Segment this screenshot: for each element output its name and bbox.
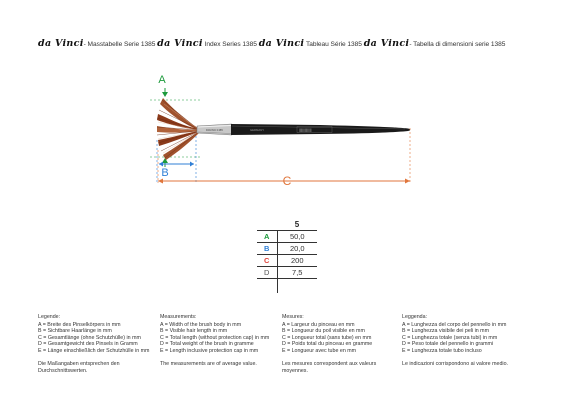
legend-line: A = Width of the brush body in mm bbox=[160, 321, 242, 328]
legend-line: C = Total length (without protection cap) in mm bbox=[160, 334, 270, 341]
svg-text:GERMANY: GERMANY bbox=[250, 128, 265, 132]
measurement-table bbox=[257, 219, 317, 293]
legend-note: The measurements are of average value. bbox=[160, 361, 257, 367]
legend-note: Le indicazioni corrispondono ai valore medio. bbox=[402, 361, 508, 367]
brush-handle bbox=[231, 124, 410, 135]
legend-line: E = Longueur avec tube en mm bbox=[282, 347, 357, 354]
dimension-c-label: C bbox=[282, 174, 292, 188]
row-value-a: 50,0 bbox=[277, 231, 317, 243]
legend-heading: Mesures: bbox=[282, 314, 304, 320]
table-row bbox=[257, 267, 317, 279]
row-key-b: B bbox=[257, 243, 277, 255]
legend-heading: Leggenda: bbox=[402, 314, 428, 320]
header-title-de: - Masstabelle Serie 1385 bbox=[83, 41, 156, 48]
legend-en bbox=[160, 314, 285, 368]
legend-note: Les mesures correspondent aux valeurs moyennes. bbox=[282, 361, 377, 374]
dimension-b-label: B bbox=[161, 167, 169, 179]
dimension-a-label: A bbox=[158, 74, 166, 86]
svg-text:|||||||||||||||: ||||||||||||||| bbox=[299, 128, 312, 132]
legend-line: D = Gesamtgewicht des Pinsels in Gramm bbox=[38, 341, 138, 347]
size-header: 5 bbox=[277, 219, 317, 231]
table-header-row bbox=[257, 219, 317, 231]
header-title-en: Index Series 1385 bbox=[202, 41, 257, 48]
brand-logo: da Vinci bbox=[157, 38, 203, 49]
brush-ferrule bbox=[197, 124, 232, 135]
legend-line: A = Largeur du pinceau en mm bbox=[282, 321, 355, 328]
header-title-it: - Tabella di dimensioni serie 1385 bbox=[409, 41, 506, 48]
row-key-d: D bbox=[257, 267, 277, 279]
legend-line: E = Lunghezza totale tubo incluso bbox=[402, 347, 482, 354]
legend-line: C = Gesamtlänge (ohne Schutzhülle) in mm bbox=[38, 334, 141, 341]
legend-line: D = Total weight of the brush in gramme bbox=[160, 341, 254, 347]
legend-line: A = Breite des Pinselkörpers in mm bbox=[38, 321, 121, 328]
table-row bbox=[257, 255, 317, 267]
legend-it bbox=[402, 314, 527, 368]
row-key-a: A bbox=[257, 231, 277, 243]
row-value-c: 200 bbox=[277, 255, 317, 267]
legend-line: B = Lunghezza visibile dei peli in mm bbox=[402, 328, 490, 334]
legend-line: E = Length inclusive protection cap in mm bbox=[160, 347, 259, 354]
legend-de bbox=[38, 314, 163, 374]
legend-fr bbox=[282, 314, 407, 374]
table-row bbox=[257, 231, 317, 243]
legend-heading: Measurements: bbox=[160, 314, 197, 320]
row-value-b: 20,0 bbox=[277, 243, 317, 255]
brand-logo: da Vinci bbox=[38, 38, 84, 49]
svg-text:DAVINCI 1385: DAVINCI 1385 bbox=[206, 129, 223, 133]
legend-line: D = Poids total du pinceau en gramme bbox=[282, 341, 373, 347]
legend-note: Die Maßangaben entsprechen den Durchschnittswerten. bbox=[38, 361, 120, 374]
header-title-fr: Tableau Série 1385 bbox=[304, 41, 362, 48]
table-row-blank bbox=[257, 279, 317, 293]
legend-line: A = Lunghezza del corpo del pennello in mm bbox=[402, 321, 507, 328]
legend-line: B = Longueur du poil visible en mm bbox=[282, 328, 365, 334]
measurement-table-wrap bbox=[257, 219, 317, 293]
legend-line: B = Sichtbare Haarlänge in mm bbox=[38, 328, 112, 334]
legend-heading: Legende: bbox=[38, 314, 61, 320]
legend-line: B = Visible hair length in mm bbox=[160, 328, 228, 334]
row-key-c: C bbox=[257, 255, 277, 267]
brand-logo: da Vinci bbox=[363, 38, 410, 49]
legend-line: C = Lunghezza totale (senza tubi) in mm bbox=[402, 334, 498, 341]
legend-line: C = Longueur total (sans tube) en mm bbox=[282, 334, 372, 341]
fan-brush-head bbox=[157, 98, 199, 160]
table-row bbox=[257, 243, 317, 255]
legend-line: D = Peso totale del pennello in grammi bbox=[402, 341, 494, 347]
brand-logo: da Vinci bbox=[258, 38, 305, 49]
legend-line: E = Länge einschließlich der Schutzhülle in mm bbox=[38, 347, 150, 354]
row-value-d: 7,5 bbox=[277, 267, 317, 279]
